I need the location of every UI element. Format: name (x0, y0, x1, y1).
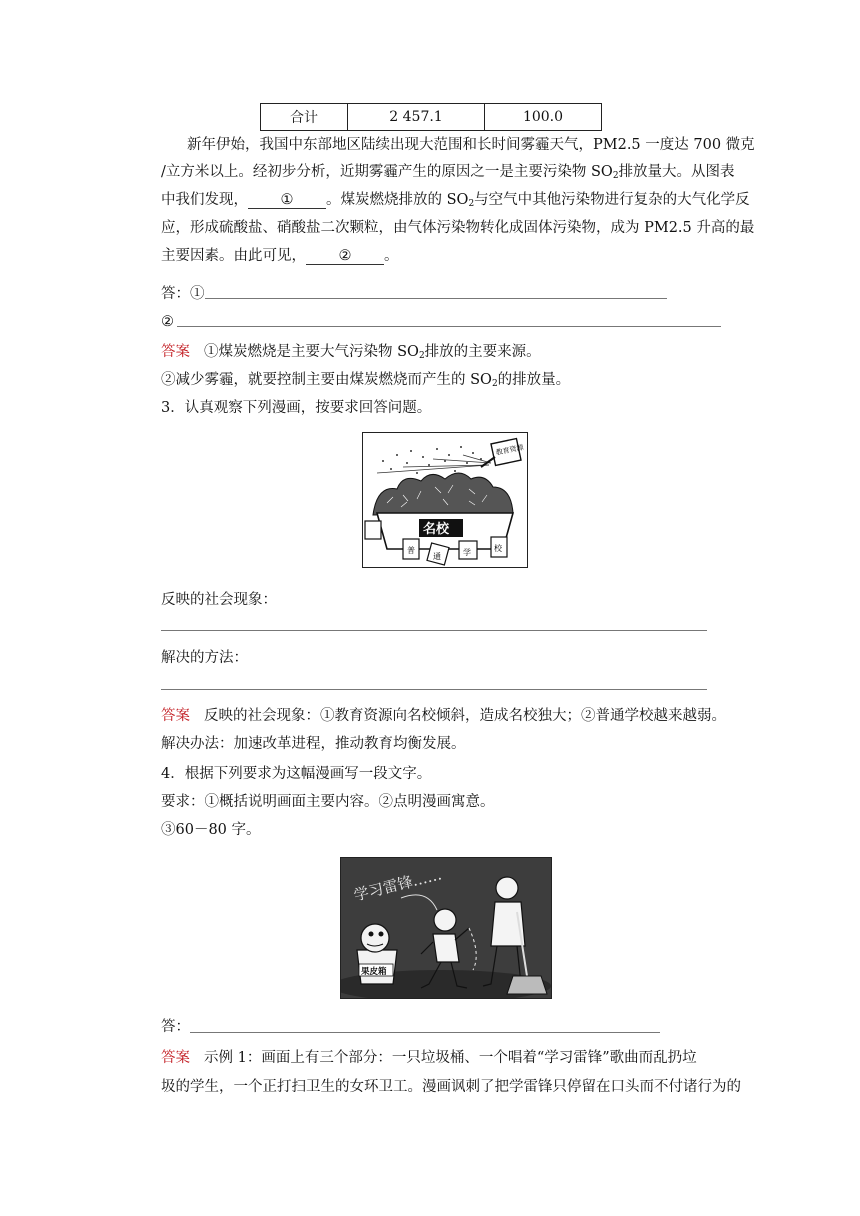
answer-label: 答案 (161, 1050, 190, 1066)
q4-answer-2: 圾的学生，一个正打扫卫生的女环卫工。漫画讽刺了把学雷锋只停留在口头而不付诸行为的 (161, 1079, 741, 1095)
svg-text:学: 学 (463, 548, 471, 557)
passage-line-4: 应，形成硫酸盐、硝酸盐二次颗粒，由气体污染物转化成固体污染物，成为 PM2.5 升高的最 (161, 220, 755, 236)
answer-label: 答案 (161, 344, 190, 360)
table-row (261, 104, 602, 131)
blank-1: ① (248, 192, 326, 209)
answer-line-3b[interactable] (161, 689, 707, 690)
passage-line-1: 新年伊始，我国中东部地区陆续出现大范围和长时间雾霾天气，PM2.5 一度达 700 微克 (187, 137, 755, 153)
svg-text:学习雷锋……: 学习雷锋…… (351, 865, 444, 905)
answer-line-1[interactable] (205, 298, 667, 299)
passage-line-3: 中我们发现， ① 。煤炭燃烧排放的 $SO_2$与空气中其他污染物进行复杂的大气化学反 (161, 192, 750, 209)
blank-2: ② (306, 248, 384, 265)
table-cell-percent: 100.0 (485, 104, 602, 131)
watering-can-icon (481, 439, 525, 467)
svg-text:名校: 名校 (423, 522, 450, 537)
answer-line-3a[interactable] (161, 630, 707, 631)
q3-title: 3．认真观察下列漫画，按要求回答问题。 (161, 400, 432, 416)
q4-title: 4．根据下列要求为这幅漫画写一段文字。 (161, 766, 432, 782)
littering-cartoon-illustration (341, 858, 551, 998)
q3-answer-1: 答案 反映的社会现象：①教育资源向名校倾斜，造成名校独大；②普通学校越来越弱。 (161, 708, 726, 724)
table-cell-label: 合计 (261, 104, 348, 131)
q4-answer-prefix: 答： (161, 1019, 190, 1035)
q4-req-1: 要求：①概括说明画面主要内容。②点明漫画寓意。 (161, 794, 495, 810)
answer-prefix-2: ② (161, 314, 174, 330)
table-cell-value: 2 457.1 (348, 104, 485, 131)
cartoon-famous-school (362, 432, 528, 568)
watering-cartoon-illustration (363, 433, 527, 567)
q3-prompt-1: 反映的社会现象： (161, 592, 277, 608)
passage-line-5: 主要因素。由此可见， ② 。 (161, 248, 399, 264)
svg-text:校: 校 (494, 544, 502, 553)
passage-line-2: /立方米以上。经初步分析，近期雾霾产生的原因之一是主要污染物 $SO_2$排放量大。从图表 (161, 164, 735, 181)
q2-answer-2: ②减少雾霾，就要控制主要由煤炭燃烧而产生的 $SO_2$的排放量。 (161, 372, 571, 389)
answer-prefix-1: 答：① (161, 286, 205, 302)
q3-answer-2: 解决办法：加速改革进程，推动教育均衡发展。 (161, 736, 466, 752)
answer-line-4[interactable] (190, 1032, 660, 1033)
q4-req-2: ③60－80 字。 (161, 822, 261, 838)
svg-text:果皮箱: 果皮箱 (361, 967, 387, 977)
total-table (260, 103, 602, 131)
svg-text:普: 普 (407, 546, 415, 555)
q4-answer-1: 答案 示例 1：画面上有三个部分：一只垃圾桶、一个唱着“学习雷锋”歌曲而乱扔垃 (161, 1050, 697, 1066)
svg-text:教育资源: 教育资源 (495, 443, 525, 458)
q2-answer-1: 答案 ①煤炭燃烧是主要大气污染物 $SO_2$排放的主要来源。 (161, 344, 541, 361)
q3-prompt-2: 解决的方法： (161, 650, 248, 666)
answer-label: 答案 (161, 708, 190, 724)
svg-text:通: 通 (433, 552, 441, 561)
answer-line-2[interactable] (177, 326, 721, 327)
cartoon-learn-leifeng (340, 857, 552, 999)
